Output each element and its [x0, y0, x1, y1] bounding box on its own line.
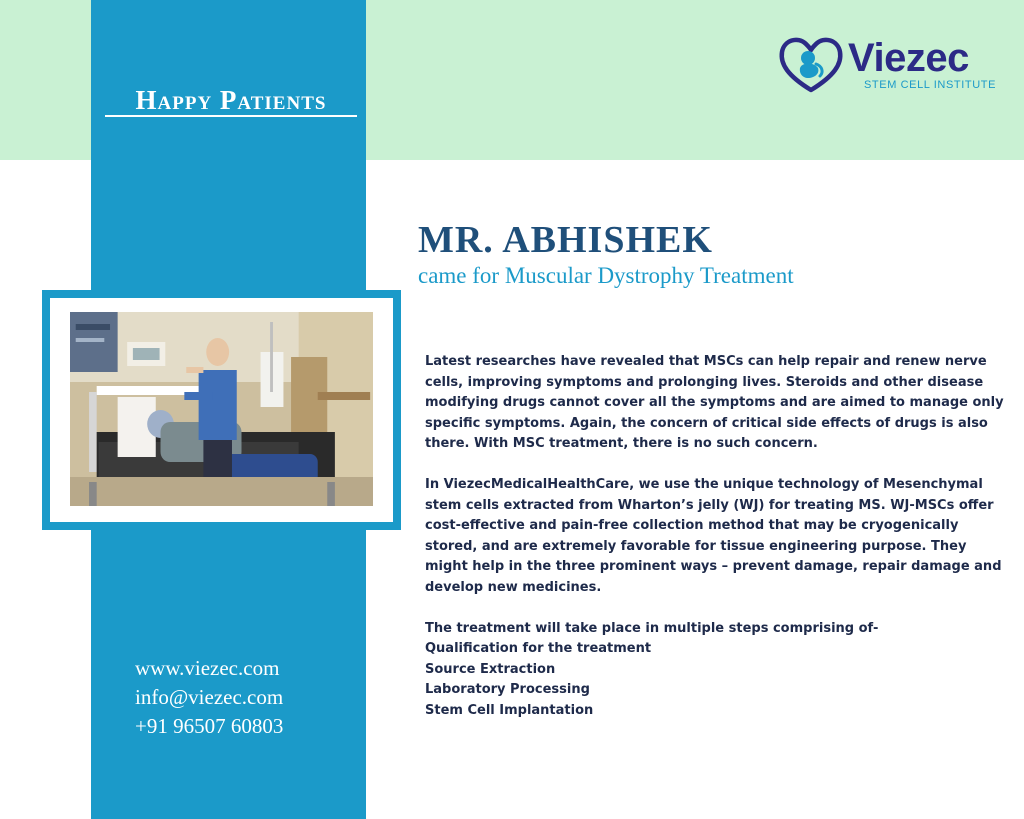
section-title-underline	[105, 115, 357, 117]
patient-name: MR. ABHISHEK	[418, 219, 713, 261]
brand-name: Viezec	[848, 36, 969, 80]
photo-frame	[42, 290, 401, 530]
paragraph-msc-benefits: Latest researches have revealed that MSCs can help repair and renew nerve cells, improving symptoms and prolonging lives. Steroids and other disease modifying drugs cannot cover all the symptoms and are aimed to manage only specific symptoms. Again, the concern of critical side effects of drugs is also there. With MSC treatment, there is no such concern.	[425, 354, 1004, 451]
brand-tagline: STEM CELL INSTITUTE	[864, 79, 997, 91]
list-item: Laboratory Processing	[425, 682, 590, 697]
heart-with-baby-icon	[778, 34, 844, 94]
article-body	[425, 352, 1010, 721]
contact-block	[135, 654, 355, 741]
brand-logo[interactable]	[778, 34, 998, 94]
email-link[interactable]: info@viezec.com	[135, 685, 284, 709]
patient-photo	[70, 312, 373, 506]
steps-intro: The treatment will take place in multiple steps comprising of-	[425, 620, 879, 636]
website-link[interactable]: www.viezec.com	[135, 656, 280, 680]
section-title: Happy Patients	[135, 85, 327, 115]
steps-list	[425, 639, 1010, 721]
paragraph-wj-msc: In ViezecMedicalHealthCare, we use the unique technology of Mesenchymal stem cells extracted from Wharton’s jelly (WJ) for treating MS. WJ-MSCs offer cost-effective and pain-free collection method that may be cryogenically stored, and are extremely favorable for tissue engineering purpose. They might help in the three prominent ways – prevent damage, repair damage and develop new medicines.	[425, 477, 1002, 595]
patient-subtitle: came for Muscular Dystrophy Treatment	[418, 263, 794, 288]
list-item: Qualification for the treatment	[425, 641, 652, 656]
photo-mat	[50, 298, 393, 522]
list-item: Source Extraction	[425, 661, 556, 677]
list-item: Stem Cell Implantation	[425, 702, 594, 718]
phone-number[interactable]: +91 96507 60803	[135, 714, 284, 738]
